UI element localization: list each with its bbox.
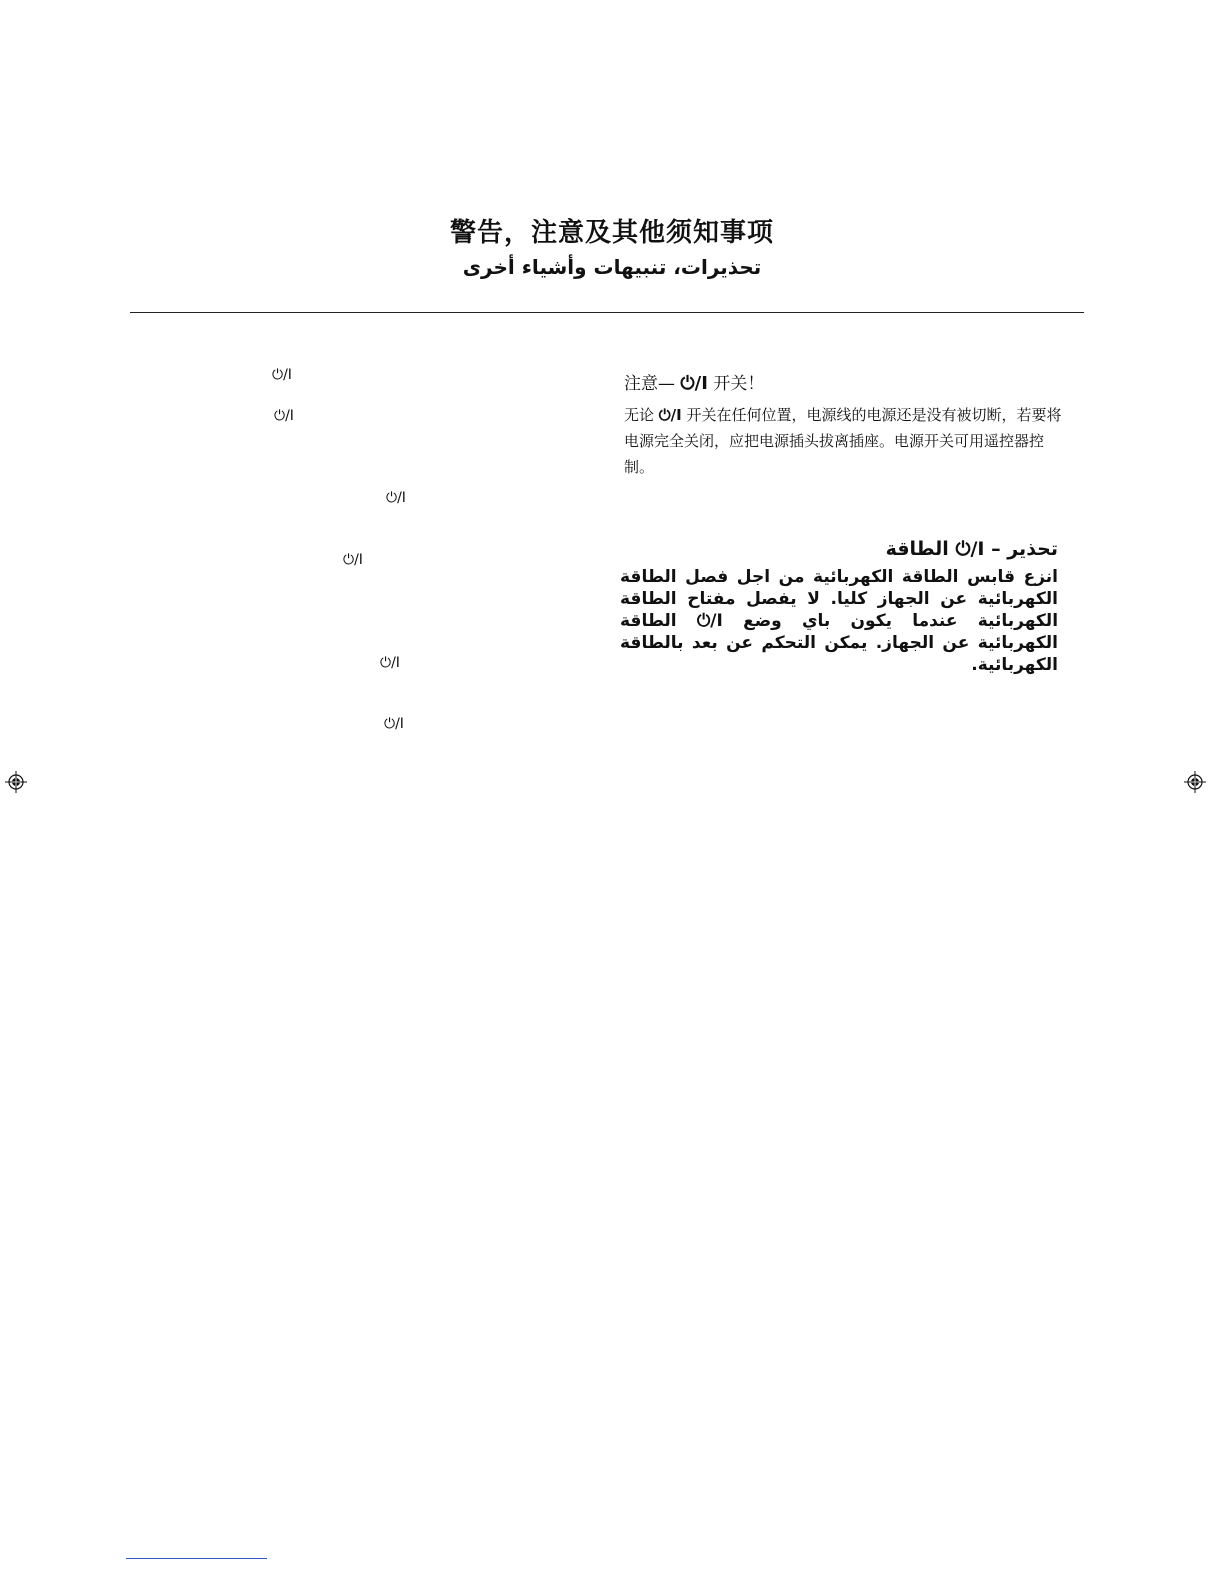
power-symbol-5: ⏻/I <box>380 655 400 671</box>
footer-rule <box>126 1558 267 1559</box>
power-symbol-4: ⏻/I <box>343 552 363 568</box>
chinese-body-text: 开关在任何位置，电源线的电源还是没有被切断，若要将电源完全关闭，应把电源插头拔离插座。电源开关可用遥控器控制。 <box>624 406 1062 476</box>
power-symbol-icon: ⏻/I <box>680 373 708 394</box>
power-symbol-2: ⏻/I <box>274 408 294 424</box>
power-symbol-1: ⏻/I <box>272 367 292 383</box>
power-symbol-icon: ⏻/I <box>658 406 682 424</box>
power-symbol-icon: ⏻/I <box>955 538 985 560</box>
chinese-heading-suffix: 开关！ <box>713 374 765 394</box>
chinese-heading-prefix: 注意— <box>624 374 675 394</box>
power-symbol-6: ⏻/I <box>384 716 404 732</box>
arabic-heading-suffix: الطاقة <box>885 538 949 560</box>
registration-mark-icon <box>1184 771 1206 793</box>
power-symbol-3: ⏻/I <box>386 490 406 506</box>
arabic-body-part1: انزع قابس الطاقة الكهربائية من اجل فصل الطاقة الكهربائية عن الجهاز كليا. لا يفصل مفتاح الطاقة الكهربائية عندما يكون باي وضع <box>620 567 1059 631</box>
title-divider <box>130 312 1084 313</box>
arabic-heading-prefix: تحذير – <box>991 538 1058 560</box>
page-title-chinese: 警告，注意及其他须知事项 <box>449 218 774 248</box>
chinese-warning-body <box>624 402 1064 480</box>
arabic-warning-heading <box>624 538 1058 560</box>
registration-mark-icon <box>5 771 27 793</box>
chinese-body-prefix: 无论 <box>624 406 655 424</box>
power-symbol-icon: ⏻/I <box>696 611 723 631</box>
page-title-arabic: تحذيرات، تنبيهات وأشياء أخرى <box>462 255 762 279</box>
chinese-warning-heading <box>624 369 764 394</box>
arabic-body-part2: الطاقة الكهربائية عن الجهاز. يمكن التحكم عن بعد بالطاقة الكهربائية. <box>620 611 1058 675</box>
arabic-warning-body <box>620 566 1058 676</box>
